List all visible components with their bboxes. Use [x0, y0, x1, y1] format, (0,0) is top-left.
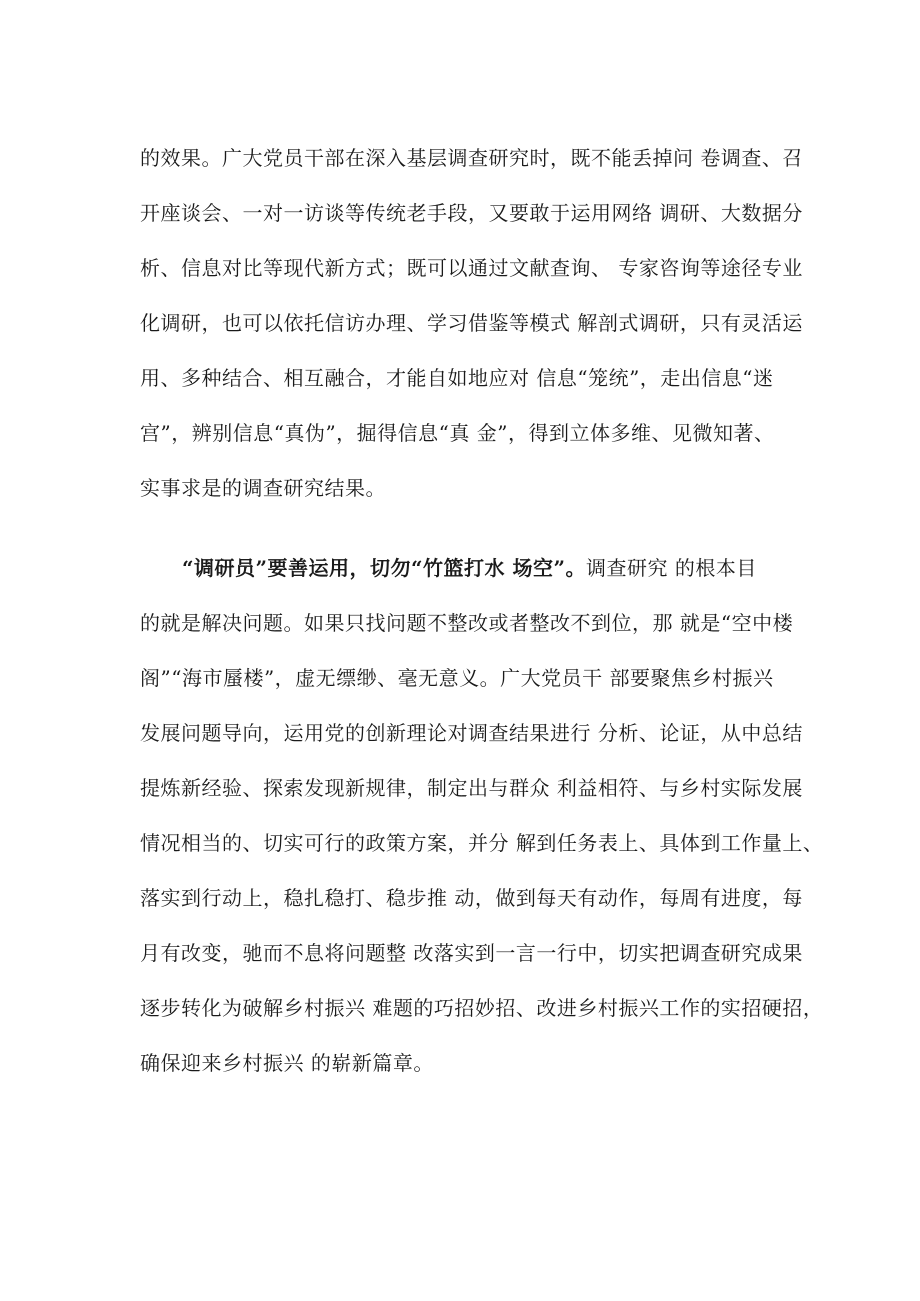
- paragraph-line: 析、信息对比等现代新方式；既可以通过文献查询、 专家咨询等途径专业: [140, 256, 803, 280]
- paragraph-line: 开座谈会、一对一访谈等传统老手段，又要敢于运用网络 调研、大数据分: [140, 201, 803, 225]
- paragraph-first-line: [182, 555, 790, 581]
- paragraph-line: 确保迎来乡村振兴 的崭新篇章。: [140, 1051, 434, 1075]
- section-heading: “调研员”要善运用，切勿“竹篮打水 场空”。: [182, 556, 586, 580]
- heading-continuation: 调查研究 的根本目: [585, 556, 757, 580]
- paragraph-line: 阁”“海市蜃楼”，虚无缥缈、毫无意义。广大党员干 部要聚焦乡村振兴: [140, 666, 774, 690]
- paragraph-line: 化调研，也可以依托信访办理、学习借鉴等模式 解剖式调研，只有灵活运: [140, 311, 803, 335]
- paragraph-line: 宫”，辨别信息“真伪”，掘得信息“真 金”，得到立体多维、见微知著、: [140, 421, 775, 445]
- paragraph-line: 发展问题导向，运用党的创新理论对调查结果进行 分析、论证，从中总结: [140, 721, 803, 745]
- paragraph-line: 情况相当的、切实可行的政策方案，并分 解到任务表上、具体到工作量上、: [140, 831, 824, 855]
- paragraph-line: 实事求是的调查研究结果。: [140, 476, 386, 500]
- paragraph-line: 落实到行动上，稳扎稳打、稳步推 动，做到每天有动作，每周有进度，每: [140, 886, 803, 910]
- paragraph-line: 的就是解决问题。如果只找问题不整改或者整改不到位，那 就是“空中楼: [140, 611, 794, 635]
- paragraph-line: 月有改变，驰而不息将问题整 改落实到一言一行中，切实把调查研究成果: [140, 941, 803, 965]
- paragraph-line: 逐步转化为破解乡村振兴 难题的巧招妙招、改进乡村振兴工作的实招硬招，: [140, 996, 824, 1020]
- paragraph-line: 用、多种结合、相互融合，才能自如地应对 信息“笼统”，走出信息“迷: [140, 366, 774, 390]
- paragraph-line: 的效果。广大党员干部在深入基层调查研究时，既不能丢掉问 卷调查、召: [140, 146, 803, 170]
- paragraph-line: 提炼新经验、探索发现新规律，制定出与群众 利益相符、与乡村实际发展: [140, 776, 803, 800]
